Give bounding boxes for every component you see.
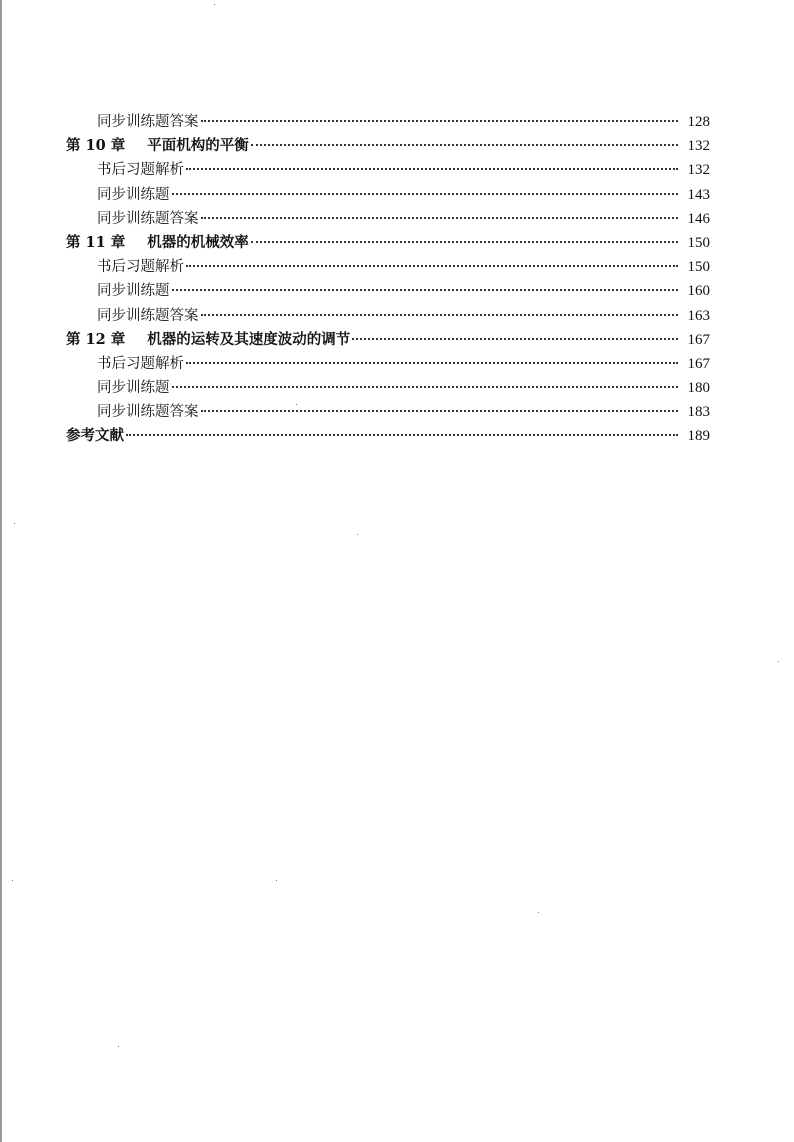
toc-entry[interactable] (66, 304, 710, 328)
toc-chapter-number: 第 10 章 (66, 137, 126, 155)
toc-leader-dots (201, 120, 679, 122)
toc-chapter[interactable] (66, 231, 710, 255)
toc-chapter-heading (66, 328, 350, 352)
toc-page-number: 143 (687, 186, 710, 203)
toc-leader-dots (251, 144, 678, 146)
toc-entry[interactable] (66, 207, 710, 231)
toc-page-number: 150 (687, 259, 710, 276)
toc-leader-dots (352, 338, 678, 340)
toc-page-number: 160 (687, 283, 710, 300)
toc-leader-dots (126, 434, 678, 436)
toc-entry-title: 书后习题解析 (97, 355, 184, 372)
scan-speck (357, 534, 358, 535)
scan-speck (538, 912, 539, 913)
toc-chapter-title: 机器的机械效率 (147, 233, 249, 251)
toc-page-number: 183 (687, 404, 710, 421)
toc-entry-title: 同步训练题 (97, 380, 170, 397)
toc-chapter-heading (66, 134, 249, 158)
toc-page-number: 132 (687, 162, 710, 179)
toc-entry[interactable] (66, 110, 710, 134)
toc-chapter-number: 第 11 章 (66, 233, 126, 251)
toc-page-number: 128 (687, 114, 710, 130)
toc-leader-dots (172, 289, 679, 291)
toc-leader-dots (186, 362, 678, 364)
toc-leader-dots (172, 193, 679, 195)
toc-entry[interactable] (66, 279, 710, 303)
toc-leader-dots (201, 410, 679, 412)
toc-page-number: 146 (687, 210, 710, 227)
toc-chapter-title: 平面机构的平衡 (147, 137, 249, 155)
table-of-contents (66, 110, 710, 449)
toc-page-number: 167 (687, 355, 710, 372)
scan-speck (296, 404, 297, 405)
scan-speck (276, 880, 277, 881)
toc-entry[interactable] (66, 255, 710, 279)
toc-leader-dots (201, 217, 679, 219)
toc-references[interactable] (66, 424, 710, 448)
toc-references-heading: 参考文献 (66, 427, 124, 445)
toc-entry-title: 同步训练题答案 (97, 404, 199, 421)
toc-leader-dots (201, 314, 679, 316)
toc-entry-title: 同步训练题答案 (97, 307, 199, 324)
toc-entry-title: 书后习题解析 (97, 162, 184, 179)
scan-speck (12, 880, 13, 881)
toc-page-number: 132 (687, 138, 710, 155)
toc-page-number: 189 (687, 428, 710, 445)
page-left-edge (0, 0, 2, 1142)
scan-speck (14, 523, 15, 524)
toc-entry-title: 同步训练题 (97, 186, 170, 203)
toc-chapter-heading (66, 231, 249, 255)
scan-speck (778, 661, 779, 662)
scan-speck (118, 1046, 119, 1047)
toc-entry[interactable] (66, 158, 710, 182)
toc-leader-dots (172, 386, 679, 388)
toc-chapter-number: 第 12 章 (66, 330, 126, 348)
toc-entry[interactable] (66, 352, 710, 376)
toc-leader-dots (186, 168, 678, 170)
toc-entry[interactable] (66, 183, 710, 207)
toc-leader-dots (186, 265, 678, 267)
toc-page-number: 150 (687, 234, 710, 251)
toc-page-number: 163 (687, 307, 710, 324)
toc-chapter[interactable] (66, 134, 710, 158)
toc-chapter-title: 机器的运转及其速度波动的调节 (147, 330, 351, 348)
toc-chapter[interactable] (66, 328, 710, 352)
toc-page-number: 180 (687, 380, 710, 397)
toc-entry-title: 书后习题解析 (97, 259, 184, 276)
toc-entry-title: 同步训练题 (97, 283, 170, 300)
toc-entry-title: 同步训练题答案 (97, 114, 199, 130)
toc-page-number: 167 (687, 331, 710, 348)
scan-speck (214, 4, 215, 5)
toc-entry[interactable] (66, 400, 710, 424)
toc-entry-title: 同步训练题答案 (97, 210, 199, 227)
toc-leader-dots (251, 241, 678, 243)
toc-entry[interactable] (66, 376, 710, 400)
